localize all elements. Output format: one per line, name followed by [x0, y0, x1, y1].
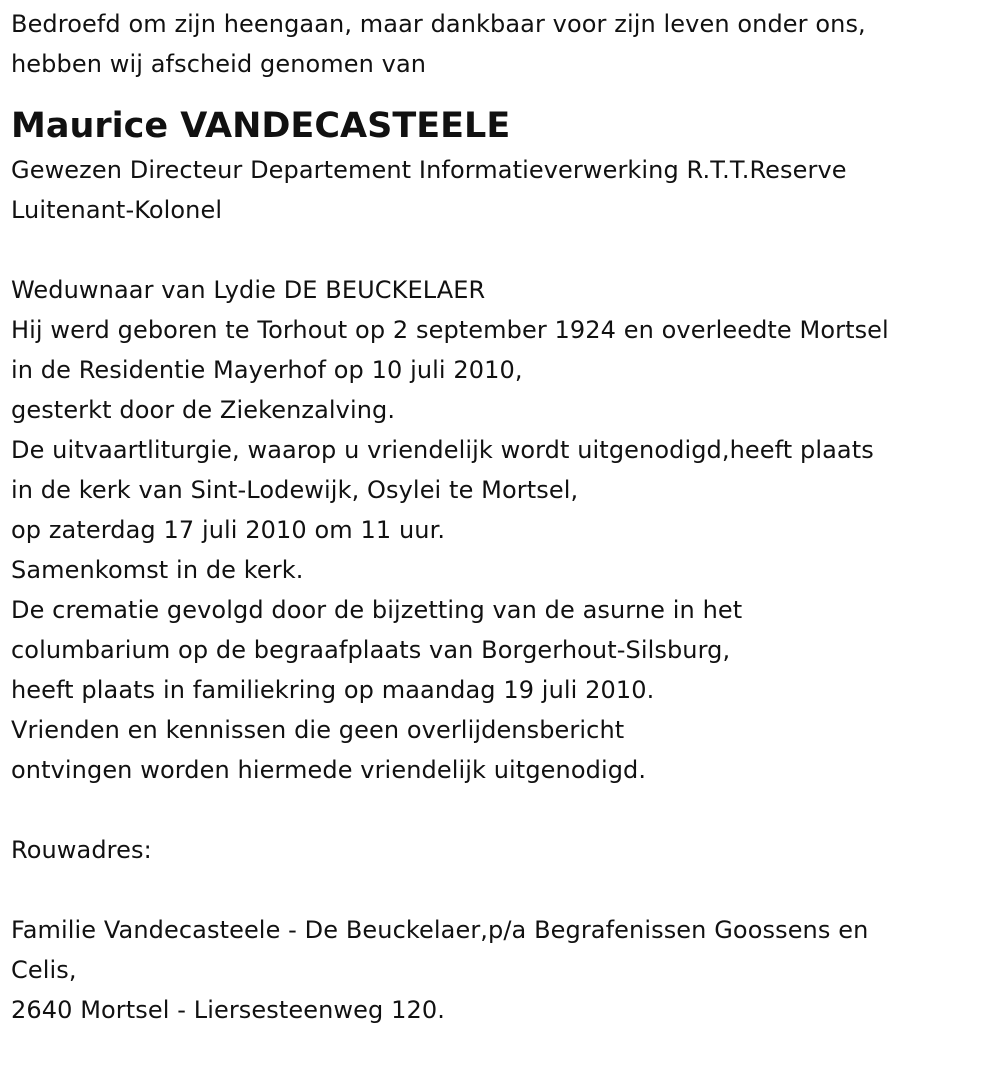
body-line: op zaterdag 17 juli 2010 om 11 uur. — [11, 516, 446, 544]
body-line: in de kerk van Sint-Lodewijk, Osylei te Mortsel, — [11, 476, 579, 504]
body-line: in de Residentie Mayerhof op 10 juli 2010, — [11, 356, 523, 384]
body-line: columbarium op de begraafplaats van Borgerhout-Silsburg, — [11, 636, 731, 664]
spacer — [11, 790, 996, 830]
body-line: Samenkomst in de kerk. — [11, 556, 304, 584]
spacer — [11, 870, 996, 910]
deceased-title: Luitenant-Kolonel — [11, 196, 223, 224]
death-notice — [11, 4, 996, 1030]
body-line: Hij werd geboren te Torhout op 2 september 1924 en overleedte Mortsel — [11, 316, 889, 344]
address-line: Celis, — [11, 956, 77, 984]
intro-line: Bedroefd om zijn heengaan, maar dankbaar voor zijn leven onder ons, — [11, 10, 866, 38]
body-line: gesterkt door de Ziekenzalving. — [11, 396, 396, 424]
deceased-name: Maurice VANDECASTEELE — [11, 106, 511, 146]
spacer — [11, 230, 996, 270]
address-line: Familie Vandecasteele - De Beuckelaer,p/a Begrafenissen Goossens en — [11, 916, 869, 944]
body-line: Vrienden en kennissen die geen overlijdensbericht — [11, 716, 625, 744]
intro-line: hebben wij afscheid genomen van — [11, 50, 427, 78]
body-line: De uitvaartliturgie, waarop u vriendelijk wordt uitgenodigd,heeft plaats — [11, 436, 874, 464]
address-line: 2640 Mortsel - Liersesteenweg 120. — [11, 996, 445, 1024]
body-line: Weduwnaar van Lydie DE BEUCKELAER — [11, 276, 486, 304]
body-line: heeft plaats in familiekring op maandag 19 juli 2010. — [11, 676, 655, 704]
address-label: Rouwadres: — [11, 836, 152, 864]
body-line: ontvingen worden hiermede vriendelijk uitgenodigd. — [11, 756, 647, 784]
body-line: De crematie gevolgd door de bijzetting van de asurne in het — [11, 596, 743, 624]
deceased-title: Gewezen Directeur Departement Informatieverwerking R.T.T.Reserve — [11, 156, 847, 184]
